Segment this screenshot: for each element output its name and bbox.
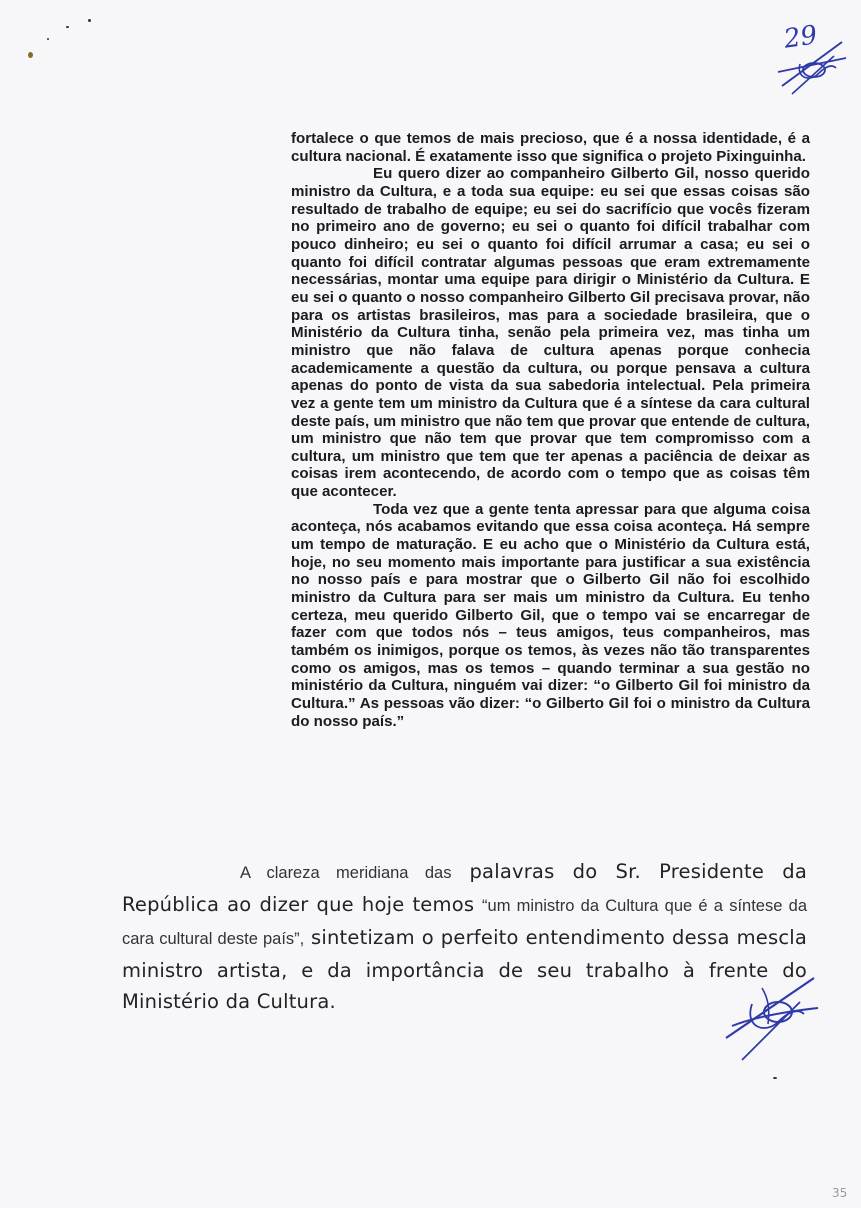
handwritten-page-number: 29 xyxy=(782,20,820,55)
quote-paragraph: Toda vez que a gente tenta apressar para que alguma coisa aconteça, nós acabamos evitando que essa coisa aconteça. Há sempre um tempo de maturação. E eu acho que o Ministério da Cultura está, hoje, no seu momento mais importante para justificar a sua existência no nosso país e para mostrar que o Gilberto Gil não foi escolhido ministro da Cultura para ser mais um ministro da Cultura. Eu tenho certeza, meu querido Gilberto Gil, que o tempo vai se encarregar de fazer com que todos nós – teus amigos, teus companheiros, mas também os inimigos, porque os temos, às vezes não tão transparentes como os amigos, mas os temos – quando terminar a sua gestão no ministério da Cultura, ninguém vai dizer: “o Gilberto Gil foi ministro da Cultura.” As pessoas vão dizer: “o Gilberto Gil foi o ministro da Cultura do nosso país.” xyxy=(291,500,810,730)
president-speech-quote xyxy=(291,130,810,730)
scan-speck xyxy=(88,19,91,22)
signature-icon xyxy=(722,968,822,1068)
scan-speck xyxy=(28,52,33,58)
scan-speck xyxy=(47,38,49,40)
comment-handwritten-text: palavras do Sr. Presidente da República ao dizer que hoje temos xyxy=(122,860,807,916)
quote-paragraph: Eu quero dizer ao companheiro Gilberto Gil, nosso querido ministro da Cultura, e a toda sua equipe: eu sei que essas coisas são resultado de trabalho de equipe; eu sei do sacrifício que vocês fizeram no primeiro ano de governo; eu sei o quanto foi difícil trabalhar com pouco dinheiro; eu sei o quanto foi difícil arrumar a casa; eu sei o quanto foi difícil contratar algumas pessoas que eram extremamente necessárias, montar uma equipe para dirigir o Ministério da Cultura. E eu sei o quanto o nosso companheiro Gilberto Gil precisava provar, não para os artistas brasileiros, mas para a sociedade brasileira, que o Ministério da Cultura tinha, senão pela primeira vez, mas tinha um ministro que não falava de cultura apenas porque conhecia academicamente a questão da cultura, ou porque pensava a cultura apenas do ponto de vista da sua sabedoria intelectual. Pela primeira vez a gente tem um ministro da Cultura que é a síntese da cara cultural deste país, um ministro que não tem que provar que entende de cultura, um ministro que não tem que provar que tem compromisso com a cultura, um ministro que tem que ter apenas a paciência de deixar as coisas irem acontecendo, de acordo com o tempo que as coisas têm que acontecer. xyxy=(291,165,810,501)
handwritten-commentary xyxy=(122,856,807,1017)
rubric-signature-icon xyxy=(776,34,848,98)
scan-speck xyxy=(66,26,69,28)
quote-paragraph: fortalece o que temos de mais precioso, que é a nossa identidade, é a cultura nacional. É exatamente isso que significa o projeto Pixinguinha. xyxy=(291,130,810,165)
scan-speck xyxy=(773,1077,777,1079)
folio-number: 35 xyxy=(832,1186,848,1200)
comment-typed-text: A clareza meridiana das xyxy=(240,864,452,882)
comment-handwritten-text: sintetizam o perfeito entendimento dessa mescla ministro artista, e da importância de seu trabalho à frente do Ministério da Cultura. xyxy=(122,926,808,1013)
comment-quoted-text: “um ministro da Cultura que é a síntese da cara cultural deste país”, xyxy=(122,897,807,948)
